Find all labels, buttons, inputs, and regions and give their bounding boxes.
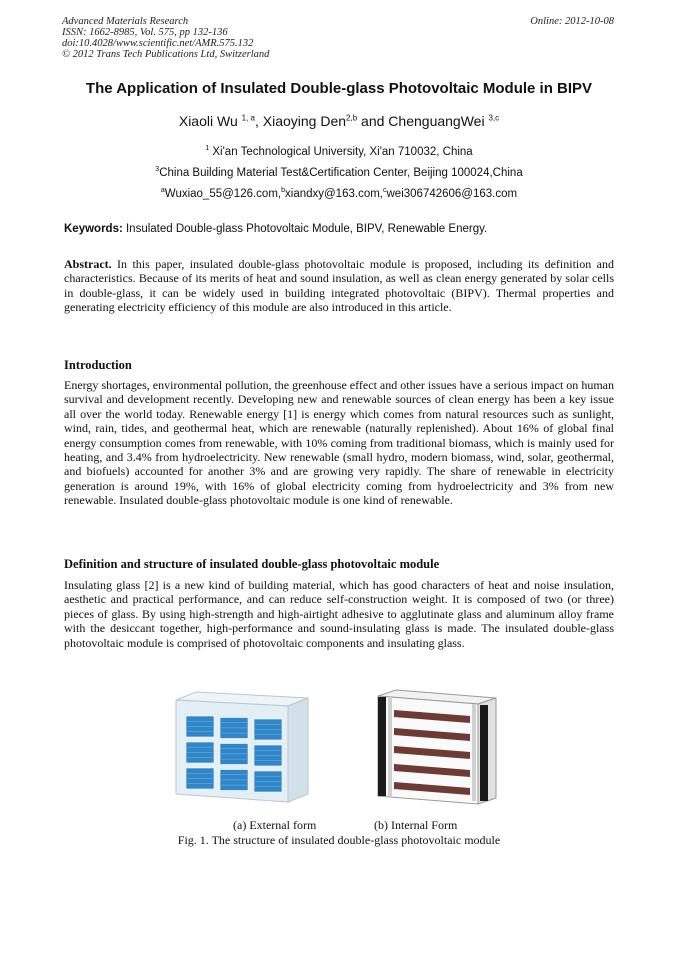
abstract-label: Abstract. <box>64 257 112 271</box>
author-list <box>30 113 648 129</box>
right-spacer <box>472 704 476 801</box>
figure-caption: Fig. 1. The structure of insulated double-glass photovoltaic module <box>177 833 501 847</box>
email-a-mark: a <box>160 187 165 194</box>
figure-internal-form <box>368 688 500 808</box>
journal-info <box>62 16 269 60</box>
subcaption-b: (b) Internal Form <box>374 818 458 832</box>
right-frame-bar <box>480 705 488 801</box>
definition-text: Insulating glass [2] is a new kind of building material, which has good characters of heat and noise insulation, aesthetic and practical performance, and can reduce self-construction weight. It is composed of two (or three) pieces of glass. By using high-strength and high-airtight adhesive to agglutinate glass and aluminum alloy frame with the desiccant together, high-performance and sound-insulating glass is made. The insulated double-glass photovoltaic module is comprised of photovoltaic components and insulating glass. <box>64 578 614 650</box>
author-1-affil: 1, a <box>241 113 255 123</box>
email-b: xiandxy@163.com, <box>285 187 383 200</box>
online-date: Online: 2012-10-08 <box>530 16 614 27</box>
email-line <box>30 187 648 200</box>
author-2: , Xiaoying Den <box>254 113 347 129</box>
affiliation-1-text: Xi'an Technological University, Xi'an 710032, China <box>209 145 473 158</box>
author-1: Xiaoli Wu <box>178 113 242 129</box>
left-spacer <box>388 698 392 796</box>
author-3: and ChenguangWei <box>357 113 489 129</box>
definition-heading: Definition and structure of insulated double-glass photovoltaic module <box>64 557 440 571</box>
affiliation-1 <box>30 145 648 158</box>
keywords-label: Keywords: <box>64 223 123 235</box>
abstract <box>64 257 614 315</box>
email-a: Wuxiao_55@126.com, <box>164 187 282 200</box>
affiliation-3-mark: 3 <box>155 166 160 173</box>
doi-line: doi:10.4028/www.scientific.net/AMR.575.132 <box>62 38 254 49</box>
subcaption-a: (a) External form <box>233 818 317 832</box>
author-3-affil: 3,c <box>488 113 500 123</box>
abstract-text: In this paper, insulated double-glass photovoltaic module is proposed, including its definition and characteristics. Because of its merits of heat and sound insulation, as well as clean energy generated by solar cells in double-glass, it can be widely used in building integrated photovoltaic (BIPV). Thermal properties and generating electricity efficiency of this module are also introduced in this article. <box>64 257 614 315</box>
email-c: wei306742606@163.com <box>386 187 518 200</box>
issn-line: ISSN: 1662-8985, Vol. 575, pp 132-136 <box>62 27 228 38</box>
figure-external-form <box>168 690 310 806</box>
email-b-mark: b <box>281 187 286 194</box>
introduction-text: Energy shortages, environmental pollution, the greenhouse effect and other issues have a serious impact on human survival and development recently. Developing new and renewable sources of clean energy has been a key issue all over the world today. Renewable energy [1] is energy which comes from natural resources such as sunlight, wind, rain, tides, and geothermal heat, which are renewable (naturally replenished). About 16% of global final energy consumption comes from renewable, with 10% coming from traditional biomass, which is mainly used for heating, and 3.4% from hydroelectricity. New renewable (small hydro, modern biomass, wind, solar, geothermal, and biofuels) accounted for another 3% and are growing very rapidly. The share of renewable in electricity generation is around 19%, with 16% of global electricity coming from hydroelectricity and 3% from new renewable. Insulated double-glass photovoltaic module is one kind of renewable. <box>64 378 614 508</box>
affiliation-3-text: China Building Material Test&Certification Center, Beijing 100024,China <box>159 166 523 179</box>
keywords <box>64 223 616 235</box>
solar-cell-grid <box>186 716 282 792</box>
introduction-heading: Introduction <box>64 358 132 372</box>
journal-name: Advanced Materials Research <box>62 16 189 27</box>
affiliation-1-mark: 1 <box>205 145 210 152</box>
keywords-text: Insulated Double-glass Photovoltaic Module, BIPV, Renewable Energy. <box>122 223 488 235</box>
author-2-affil: 2,b <box>346 113 358 123</box>
left-frame-bar <box>378 697 386 796</box>
copyright-line: © 2012 Trans Tech Publications Ltd, Switzerland <box>62 49 270 60</box>
affiliation-3 <box>30 166 648 179</box>
email-c-mark: c <box>383 187 387 194</box>
glass-side-edge <box>288 698 308 802</box>
paper-title: The Application of Insulated Double-glass Photovoltaic Module in BIPV <box>85 80 593 97</box>
